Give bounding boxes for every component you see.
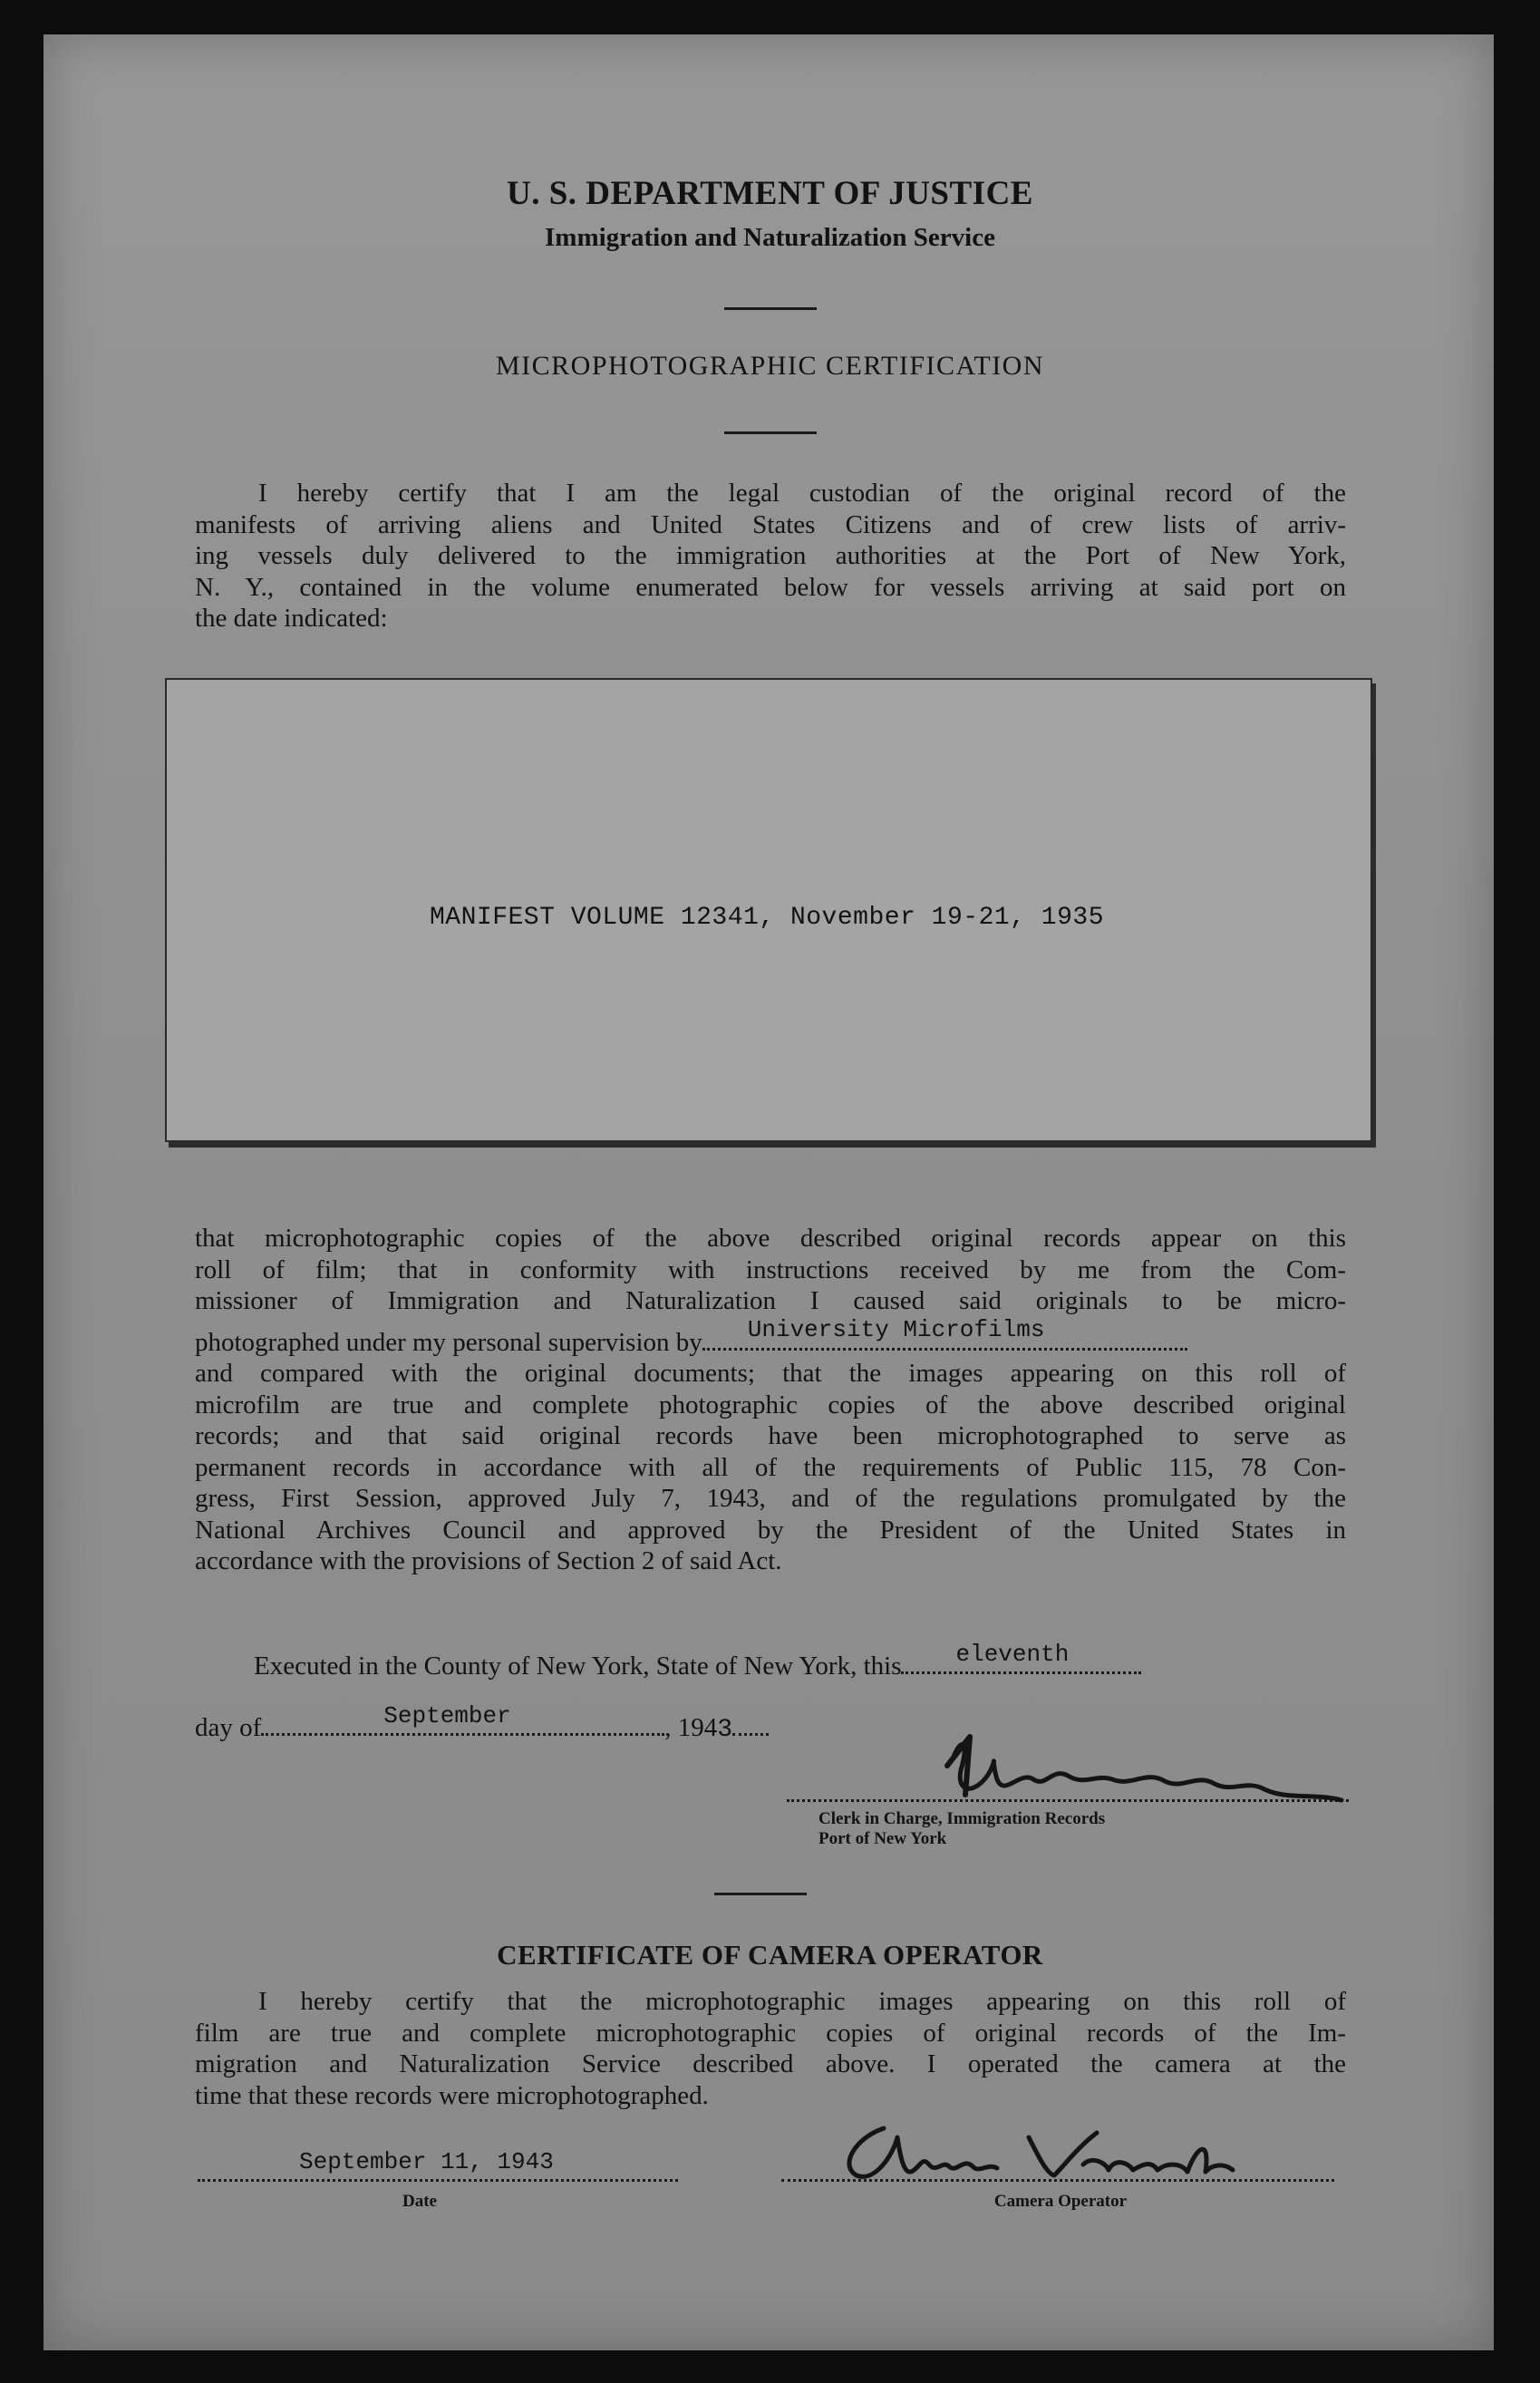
certificate-date: September 11, 1943 [299, 2148, 554, 2175]
body-line: roll of film; that in conformity with instructions received by me from the Com- [195, 1254, 1346, 1284]
year-fill [732, 1710, 769, 1736]
year-prefix: , 194 [664, 1713, 718, 1742]
clerk-location: Port of New York [818, 1829, 947, 1848]
intro-paragraph [195, 478, 1346, 634]
clerk-title: Clerk in Charge, Immigration Records [818, 1809, 1106, 1828]
operator-signature [820, 2110, 1274, 2192]
body-line: gress, First Session, approved July 7, 1943, and of the regulations promulgated by the [195, 1484, 1346, 1513]
supervisor-name: University Microfilms [747, 1316, 1045, 1343]
service-subtitle: Immigration and Naturalization Service [545, 223, 995, 252]
body-line: National Archives Council and approved by the President of the United States in [195, 1515, 1346, 1545]
form-title: MICROPHOTOGRAPHIC CERTIFICATION [495, 351, 1045, 381]
body-line: missioner of Immigration and Naturalization I caused said originals to be micro- [195, 1286, 1346, 1315]
year-suffix: 3 [717, 1716, 733, 1744]
section-divider [714, 1893, 807, 1895]
month-fill [261, 1701, 664, 1736]
certification-body [195, 1223, 1346, 1577]
header-rule-top [724, 307, 817, 310]
supervisor-fill-line [702, 1316, 1187, 1351]
camera-operator-title: CERTIFICATE OF CAMERA OPERATOR [497, 1939, 1043, 1971]
body-line: and compared with the original documents; that the images appearing on this roll of [195, 1359, 1346, 1388]
intro-line: ing vessels duly delivered to the immigration authorities at the Port of New York, [195, 541, 1346, 570]
intro-line: N. Y., contained in the volume enumerated below for vessels arriving at said port on [195, 572, 1346, 602]
clerk-signature [934, 1729, 1351, 1811]
manifest-description: MANIFEST VOLUME 12341, November 19-21, 1935 [429, 904, 1105, 932]
body-line: permanent records in accordance with all of the requirements of Public 115, 78 Con- [195, 1452, 1346, 1482]
executed-day-fill [901, 1640, 1141, 1674]
date-line [198, 2179, 678, 2182]
executed-day: eleventh [955, 1640, 1070, 1668]
body-line: that microphotographic copies of the above described original records appear on this [195, 1224, 1346, 1253]
day-of-prefix: day of [195, 1713, 262, 1742]
intro-line: the date indicated: [195, 604, 388, 633]
day-of-line [195, 1701, 1011, 1747]
body-line: microfilm are true and complete photographic copies of the above described original [195, 1390, 1346, 1419]
body-line: accordance with the provisions of Section 2 of said Act. [195, 1546, 782, 1575]
camera-line: film are true and complete microphotographic copies of original records of the Im- [195, 2018, 1346, 2048]
header-rule-bottom [724, 431, 817, 434]
date-label: Date [402, 2192, 437, 2211]
executed-prefix: Executed in the County of New York, State of New York, this [254, 1652, 902, 1681]
intro-line: manifests of arriving aliens and United States Citizens and of crew lists of arriv- [195, 509, 1346, 539]
operator-label: Camera Operator [993, 2192, 1128, 2211]
department-title: U. S. DEPARTMENT OF JUSTICE [507, 175, 1033, 212]
intro-line: I hereby certify that I am the legal custodian of the original record of the [258, 479, 1346, 508]
camera-line: I hereby certify that the microphotographic images appearing on this roll of [258, 1987, 1346, 2016]
supervision-line [195, 1316, 1346, 1359]
executed-line [254, 1640, 1360, 1682]
camera-line: migration and Naturalization Service described above. I operated the camera at the [195, 2049, 1346, 2078]
supervision-prefix: photographed under my personal supervision by [195, 1327, 702, 1357]
body-line: records; and that said original records have been microphotographed to serve as [195, 1421, 1346, 1450]
camera-operator-paragraph [195, 1986, 1346, 2111]
executed-month: September [383, 1701, 511, 1729]
camera-line: time that these records were microphotographed. [195, 2080, 709, 2110]
